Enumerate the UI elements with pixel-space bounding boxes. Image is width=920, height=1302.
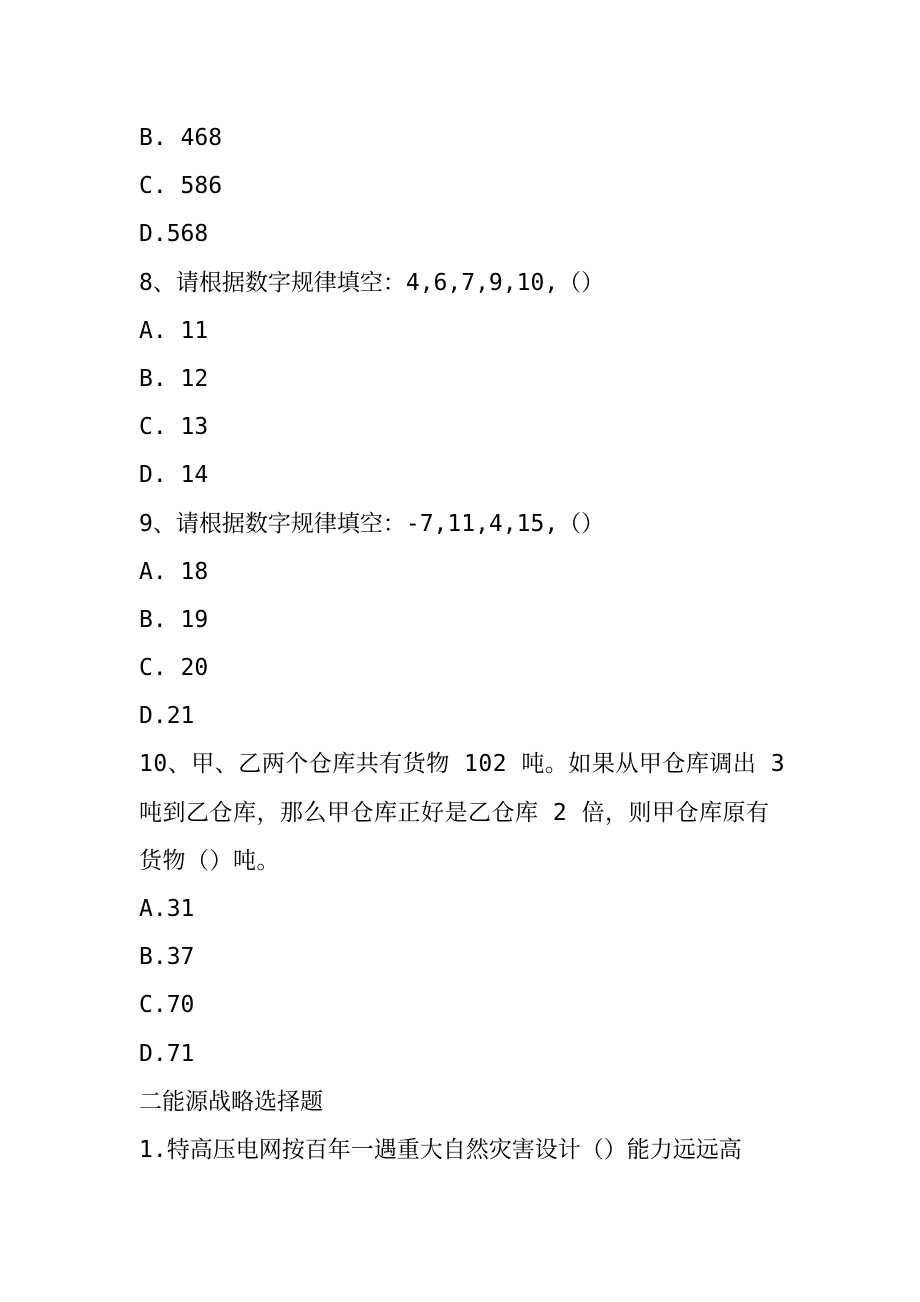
section-title: 二能源战略选择题	[139, 1088, 323, 1115]
question-9: 9、请根据数字规律填空：-7,11,4,15,（）	[139, 510, 605, 537]
question-10-line-1: 10、甲、乙两个仓库共有货物 102 吨。如果从甲仓库调出 3	[139, 751, 786, 778]
q8-option-a: A. 11	[139, 317, 209, 344]
option-c-prev: C. 586	[139, 173, 223, 200]
q10-option-b: B.37	[139, 944, 195, 971]
option-d-prev: D.568	[139, 221, 209, 248]
q9-option-c: C. 20	[139, 655, 209, 682]
q10-option-a: A.31	[139, 896, 195, 922]
question-8: 8、请根据数字规律填空：4,6,7,9,10,（）	[139, 269, 605, 296]
question-10	[139, 740, 789, 885]
energy-question-1: 1.特高压电网按百年一遇重大自然灾害设计（）能力远远高	[139, 1136, 742, 1163]
question-10-line-3: 货物（）吨。	[139, 847, 280, 874]
q8-option-d: D. 14	[139, 462, 209, 489]
document-body	[139, 114, 789, 1174]
option-b-prev: B. 468	[139, 125, 223, 151]
q8-option-c: C. 13	[139, 414, 209, 441]
q9-option-b: B. 19	[139, 606, 209, 633]
q8-option-b: B. 12	[139, 365, 209, 392]
q9-option-a: A. 18	[139, 558, 209, 585]
q10-option-c: C.70	[139, 992, 195, 1019]
q10-option-d: D.71	[139, 1040, 195, 1067]
q9-option-d: D.21	[139, 703, 195, 730]
question-10-line-2: 吨到乙仓库，那么甲仓库正好是乙仓库 2 倍，则甲仓库原有	[139, 799, 770, 826]
